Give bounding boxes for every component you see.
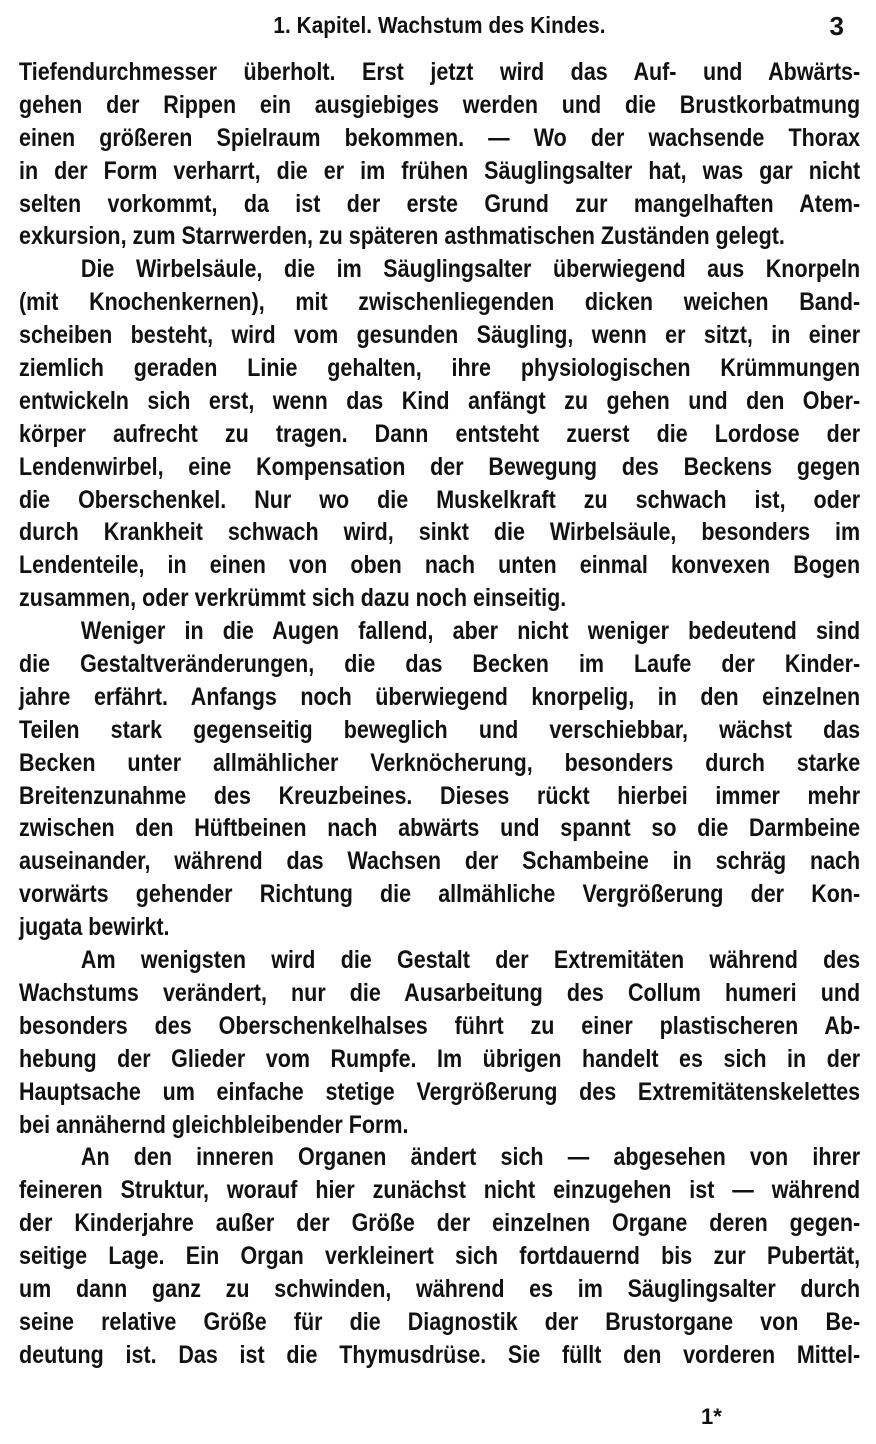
text-line: Breitenzunahme des Kreuzbeines. Dieses rückt hierbei immer mehr xyxy=(19,781,861,810)
text-line: Die Wirbelsäule, die im Säuglingsalter überwiegend aus Knorpeln xyxy=(80,255,861,284)
text-line: gehen der Rippen ein ausgiebiges werden und die Brustkorbatmung xyxy=(19,90,861,119)
text-line: hebung der Glieder vom Rumpfe. Im übrigen handelt es sich in der xyxy=(19,1044,861,1073)
text-line: exkursion, zum Starrwerden, zu späteren asthmatischen Zuständen gelegt. xyxy=(19,222,785,251)
paragraph-pelvis xyxy=(19,615,860,944)
text-line: jugata bewirkt. xyxy=(19,913,170,942)
text-line: (mit Knochenkernen), mit zwischenliegenden dicken weichen Band- xyxy=(19,288,861,317)
paragraph-organs xyxy=(19,1141,860,1371)
text-line: entwickeln sich erst, wenn das Kind anfängt zu gehen und den Ober- xyxy=(19,386,861,415)
text-line: Weniger in die Augen fallend, aber nicht weniger bedeutend sind xyxy=(80,617,861,646)
text-line: seitige Lage. Ein Organ verkleinert sich fortdauernd bis zur Pubertät, xyxy=(19,1242,861,1271)
text-line: Hauptsache um einfache stetige Vergrößerung des Extremitätenskelettes xyxy=(19,1077,861,1106)
text-line: Tiefendurchmesser überholt. Erst jetzt wird das Auf- und Abwärts- xyxy=(19,58,861,86)
text-line: feineren Struktur, worauf hier zunächst nicht einzugehen ist — während xyxy=(19,1176,861,1205)
text-line: zusammen, oder verkrümmt sich dazu noch einseitig. xyxy=(19,584,567,613)
text-line: der Kinderjahre außer der Größe der einzelnen Organe deren gegen- xyxy=(19,1209,861,1238)
text-line: vorwärts gehender Richtung die allmähliche Vergrößerung der Kon- xyxy=(19,880,861,909)
running-head xyxy=(19,0,860,56)
page-number: 3 xyxy=(829,11,844,41)
text-line: die Oberschenkel. Nur wo die Muskelkraft zu schwach ist, oder xyxy=(19,485,861,514)
text-line: selten vorkommt, da ist der erste Grund zur mangelhaften Atem- xyxy=(19,189,861,218)
chapter-heading: 1. Kapitel. Wachstum des Kindes. xyxy=(273,12,606,38)
text-line: Becken unter allmählicher Verknöcherung, besonders durch starke xyxy=(19,748,861,777)
paragraph-spine xyxy=(19,253,860,615)
text-line: deutung ist. Das ist die Thymusdrüse. Sie füllt den vorderen Mittel- xyxy=(19,1340,861,1369)
text-line: um dann ganz zu schwinden, während es im Säuglingsalter durch xyxy=(19,1274,861,1303)
text-line: An den inneren Organen ändert sich — abgesehen von ihrer xyxy=(80,1143,861,1172)
body-text xyxy=(19,56,860,1372)
text-line: jahre erfährt. Anfangs noch überwiegend knorpelig, in den einzelnen xyxy=(19,682,861,711)
text-line: seine relative Größe für die Diagnostik der Brustorgane von Be- xyxy=(19,1307,861,1336)
text-line: einen größeren Spielraum bekommen. — Wo der wachsende Thorax xyxy=(19,123,861,152)
text-line: bei annähernd gleichbleibender Form. xyxy=(19,1110,409,1139)
text-line: Lendenwirbel, eine Kompensation der Bewegung des Beckens gegen xyxy=(19,452,861,481)
text-line: besonders des Oberschenkelhalses führt zu einer plastischeren Ab- xyxy=(19,1011,861,1040)
text-line: zwischen den Hüftbeinen nach abwärts und spannt so die Darmbeine xyxy=(19,814,861,843)
text-line: körper aufrecht zu tragen. Dann entsteht zuerst die Lordose der xyxy=(19,419,861,448)
text-line: auseinander, während das Wachsen der Schambeine in schräg nach xyxy=(19,847,861,876)
text-line: Am wenigsten wird die Gestalt der Extremitäten während des xyxy=(80,946,861,975)
text-line: ziemlich geraden Linie gehalten, ihre physiologischen Krümmungen xyxy=(19,354,861,383)
paragraph-extremities xyxy=(19,944,860,1141)
text-line: Wachstums verändert, nur die Ausarbeitung des Collum humeri und xyxy=(19,978,861,1007)
paragraph-thorax xyxy=(19,56,860,253)
text-line: Teilen stark gegenseitig beweglich und verschiebbar, wächst das xyxy=(19,715,861,744)
text-line: durch Krankheit schwach wird, sinkt die Wirbelsäule, besonders im xyxy=(19,518,861,547)
text-line: die Gestaltveränderungen, die das Becken im Laufe der Kinder- xyxy=(19,650,861,679)
printer-signature: 1* xyxy=(701,1404,722,1429)
text-line: Lendenteile, in einen von oben nach unten einmal konvexen Bogen xyxy=(19,551,861,580)
text-line: scheiben besteht, wird vom gesunden Säugling, wenn er sitzt, in einer xyxy=(19,321,861,350)
text-line: in der Form verharrt, die er im frühen Säuglingsalter hat, was gar nicht xyxy=(19,156,861,185)
